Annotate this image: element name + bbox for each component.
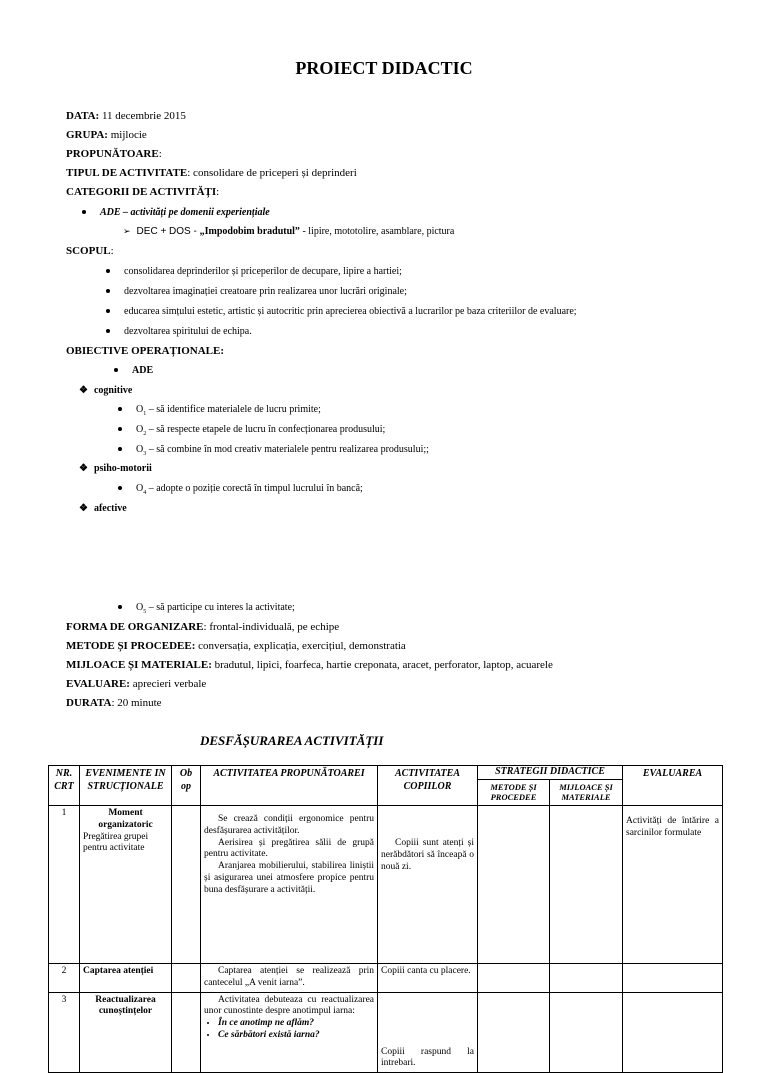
diamond-bullet-icon: ❖ xyxy=(79,503,88,514)
scop-item-1: consolidarea deprinderilor și priceperilor de decupare, lipire a hartiei; xyxy=(106,266,402,277)
bullet-dot-icon xyxy=(118,605,122,609)
row-ob xyxy=(172,992,201,1073)
row-activitatea-copii: Copiii raspund la intrebari. xyxy=(378,992,478,1073)
tipul-line: TIPUL DE ACTIVITATE: consolidare de priceperi și deprinderi xyxy=(66,167,357,179)
row-ob xyxy=(172,963,201,992)
ade-short-bullet: ADE xyxy=(114,365,153,376)
bullet-dot-icon xyxy=(106,309,110,313)
row-mijloace xyxy=(550,805,623,963)
desfasurarea-title: DESFĂȘURAREA ACTIVITĂȚII xyxy=(200,733,384,748)
row-activitatea-prop: Captarea atenției se realizează prin cantecelul „A venit iarna”. xyxy=(201,963,378,992)
row-metode xyxy=(478,963,550,992)
scop-item-4: dezvoltarea spiritului de echipa. xyxy=(106,326,252,337)
mijloace-line: MIJLOACE ȘI MATERIALE: bradutul, lipici, foarfeca, hartie creponata, aracet, perforator, laptop, acuarele xyxy=(66,659,553,671)
objective-o4: $O_4$ – adopte o poziție corectă în timpul lucrului în bancă; xyxy=(118,483,363,496)
durata-line: DURATA: 20 minute xyxy=(66,697,162,709)
objective-o3: $O_3$ – să combine în mod creativ materialele pentru realizarea produsului;; xyxy=(118,444,429,457)
row-activitatea-prop: Se crează condiții ergonomice pentru desfășurarea activităților. Aerisirea și pregătirea sălii de grupă pentru activitate. Aranjarea mobilierului, stabilirea liniștii și asigurarea unei atmosfere propice pentru buna desfășurare a activității. xyxy=(201,805,378,963)
diamond-bullet-icon: ❖ xyxy=(79,385,88,396)
objective-o5: $O_5$ – să participe cu interes la activitate; xyxy=(118,602,295,615)
bullet-dot-icon xyxy=(118,427,122,431)
row-activitatea-prop: Activitatea debuteaza cu reactualizarea unor cunostinte despre anotimpul iarna: • În ce anotimp ne aflăm? • Ce sărbători există iarna? xyxy=(201,992,378,1073)
row-ob xyxy=(172,805,201,963)
evaluare-line: EVALUARE: aprecieri verbale xyxy=(66,678,207,690)
table-row xyxy=(49,805,723,963)
row-metode xyxy=(478,805,550,963)
col-activitatea-copiilor-header: ACTIVITATEA COPIILOR xyxy=(378,766,478,806)
dec-line: ➢ DEC + DOS - „Impodobim bradutul” - lipire, mototolire, asamblare, pictura xyxy=(123,226,455,237)
scop-item-2: dezvoltarea imaginației creatoare prin realizarea unor lucrări originale; xyxy=(106,286,407,297)
scop-item-3: educarea simțului estetic, artistic și autocritic prin aprecierea obiectivă a lucrarilor pe baza criteriilor de evaluare; xyxy=(106,306,577,317)
categorii-line: CATEGORII DE ACTIVITĂȚI: xyxy=(66,186,220,198)
row-evaluarea: Activități de întărire a sarcinilor formulate xyxy=(623,805,723,963)
arrow-bullet-icon: ➢ xyxy=(123,226,131,236)
bullet-dot-icon xyxy=(114,368,118,372)
bullet-dot-icon xyxy=(82,210,86,214)
activity-table xyxy=(48,765,723,1073)
col-evenimente-header: EVENIMENTE INSTRUCȚIONALE xyxy=(80,766,172,806)
cognitive-heading: ❖ cognitive xyxy=(79,385,133,396)
row-evaluarea xyxy=(623,992,723,1073)
row-mijloace xyxy=(550,992,623,1073)
row-mijloace xyxy=(550,963,623,992)
row-nr: 1 xyxy=(49,805,80,963)
row-metode xyxy=(478,992,550,1073)
ade-bullet: ADE – activități pe domenii experiențiale xyxy=(82,207,270,218)
psiho-heading: ❖ psiho-motorii xyxy=(79,463,152,474)
col-ob-header: Ob op xyxy=(172,766,201,806)
row-evaluarea xyxy=(623,963,723,992)
col-strategii-header: STRATEGII DIDACTICE xyxy=(478,766,623,780)
row-nr: 2 xyxy=(49,963,80,992)
row-eveniment: Moment organizatoric Pregătirea grupei pentru activitate xyxy=(80,805,172,963)
scopul-line: SCOPUL: xyxy=(66,245,114,257)
col-metode-header: METODE ȘI PROCEDEE xyxy=(478,779,550,805)
bullet-dot-icon xyxy=(118,486,122,490)
question-item: • În ce anotimp ne aflăm? xyxy=(218,1018,374,1030)
row-eveniment: Reactualizarea cunoștințelor xyxy=(80,992,172,1073)
col-activitatea-prop-header: ACTIVITATEA PROPUNĂTOAREI xyxy=(201,766,378,806)
objective-o1: $O_1$ – să identifice materialele de lucru primite; xyxy=(118,404,321,417)
table-row xyxy=(49,992,723,1073)
col-nr-header: NR. CRT xyxy=(49,766,80,806)
row-nr: 3 xyxy=(49,992,80,1073)
metode-line: METODE ȘI PROCEDEE: conversația, explicația, exercițiul, demonstratia xyxy=(66,640,406,652)
diamond-bullet-icon: ❖ xyxy=(79,463,88,474)
table-row xyxy=(49,963,723,992)
row-activitatea-copii: Copiii canta cu placere. xyxy=(378,963,478,992)
afective-heading: ❖ afective xyxy=(79,503,127,514)
col-evaluarea-header: EVALUAREA xyxy=(623,766,723,806)
grupa-line: GRUPA: mijlocie xyxy=(66,129,147,141)
bullet-dot-icon xyxy=(118,407,122,411)
obiective-line: OBIECTIVE OPERAȚIONALE: xyxy=(66,345,225,357)
question-item: • Ce sărbători există iarna? xyxy=(218,1030,374,1042)
bullet-dot-icon xyxy=(118,447,122,451)
propunatoare-line: PROPUNĂTOARE: xyxy=(66,148,162,160)
objective-o2: $O_2$ – să respecte etapele de lucru în confecționarea produsului; xyxy=(118,424,385,437)
bullet-dot-icon xyxy=(106,269,110,273)
bullet-dot-icon xyxy=(106,329,110,333)
row-eveniment: Captarea atenției xyxy=(80,963,172,992)
bullet-dot-icon xyxy=(106,289,110,293)
forma-line: FORMA DE ORGANIZARE: frontal-individuală, pe echipe xyxy=(66,621,340,633)
row-activitatea-copii: Copiii sunt atenți și nerăbdători să înceapă o nouă zi. xyxy=(378,805,478,963)
page-title: PROIECT DIDACTIC xyxy=(295,58,473,78)
col-mijloace-header: MIJLOACE ȘI MATERIALE xyxy=(550,779,623,805)
data-line: DATA: 11 decembrie 2015 xyxy=(66,110,186,122)
